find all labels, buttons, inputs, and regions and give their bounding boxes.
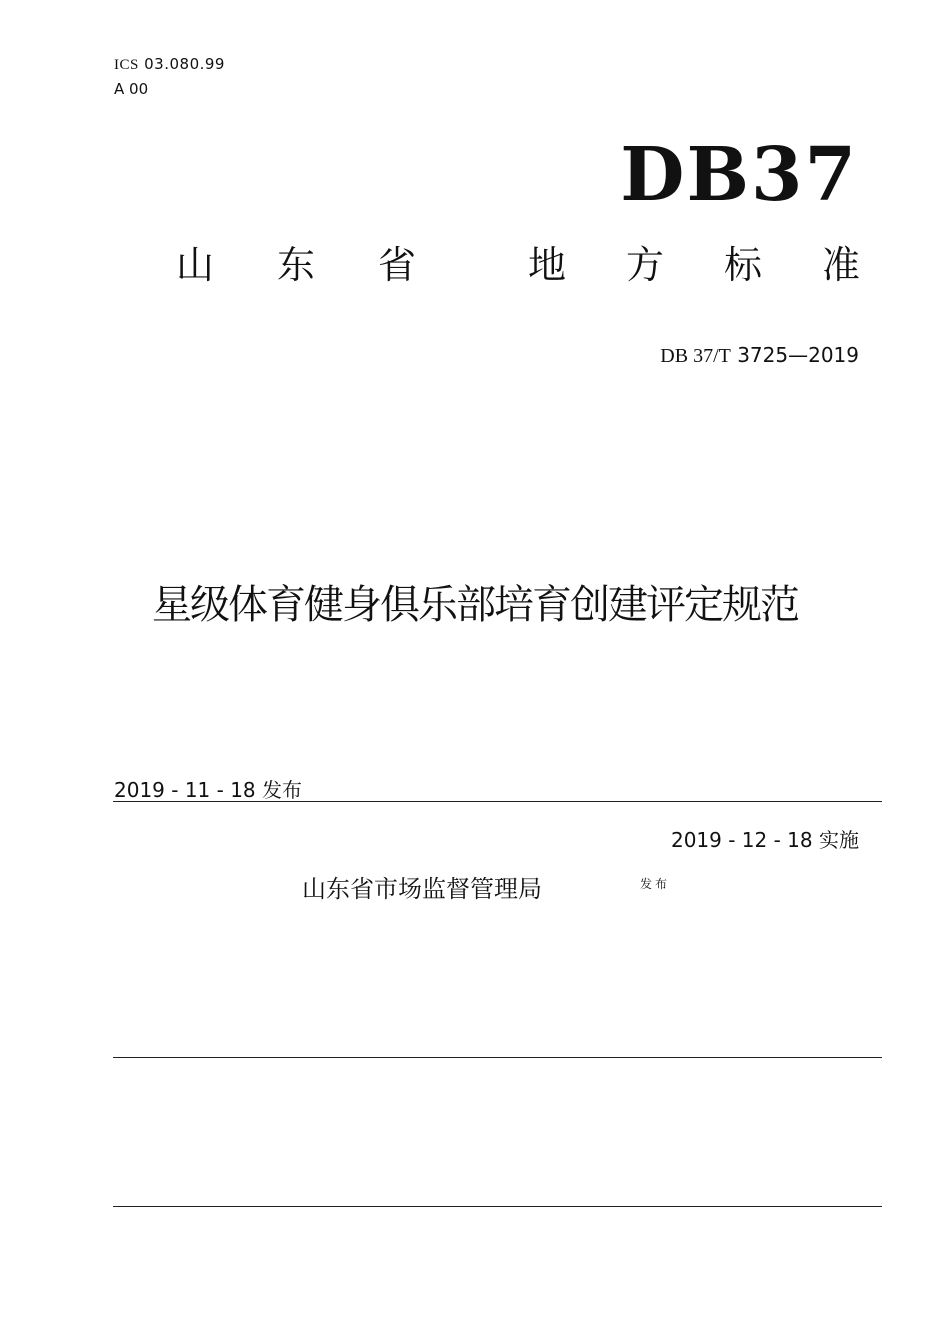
standard-type-province [176, 240, 416, 290]
divider-line [113, 1057, 882, 1058]
ics-code [114, 55, 225, 74]
implementation-date: 2019 - 12 - 18 实施 [670, 828, 859, 852]
divider-line [113, 801, 882, 802]
standard-type-char: 山 [176, 243, 215, 287]
standard-code-large: DB37 [620, 132, 858, 218]
standard-type-char: 地 [528, 243, 567, 287]
issue-date: 2019 - 11 - 18 发布 [114, 778, 303, 802]
standard-type-char: 方 [625, 243, 664, 287]
standard-number [660, 342, 859, 369]
standard-type-char: 东 [276, 243, 315, 287]
issued-label: 发布 [640, 877, 671, 891]
standard-type-char: 准 [821, 243, 860, 287]
standard-type-char: 省 [377, 243, 416, 287]
classification-code: A 00 [114, 80, 149, 98]
standard-type-char: 标 [723, 243, 762, 287]
standard-type-heading [176, 240, 866, 290]
ics-number: 03.080.99 [144, 55, 225, 73]
standard-number-value: 3725—2019 [737, 343, 859, 367]
standard-type-kind [528, 240, 860, 290]
divider-line [113, 1206, 882, 1207]
ics-label: ICS [114, 57, 139, 73]
standard-number-prefix: DB 37/T [660, 345, 731, 367]
issuing-authority: 山东省市场监督管理局 [302, 875, 542, 903]
document-title: 星级体育健身俱乐部培育创建评定规范 [152, 582, 798, 628]
